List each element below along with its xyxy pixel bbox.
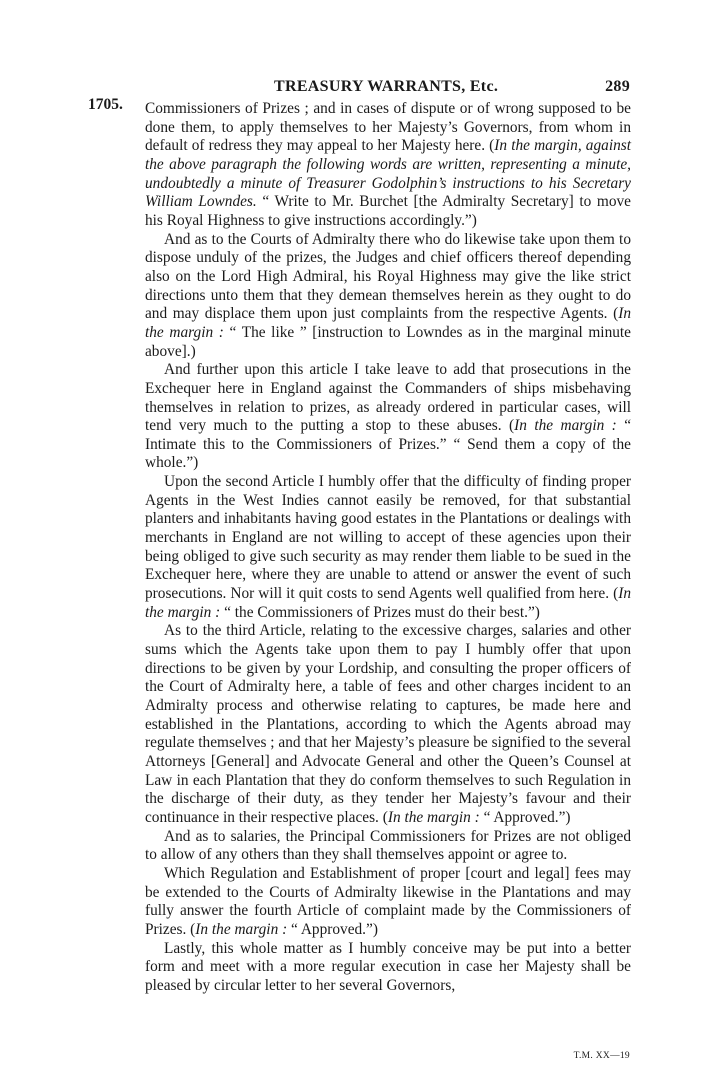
paragraph xyxy=(145,940,631,996)
paragraph xyxy=(145,100,631,231)
paragraph xyxy=(145,361,631,473)
italic-text: In the margin : xyxy=(514,417,617,435)
text-run: “ the Commissioners of Prizes must do their best.”) xyxy=(220,603,540,621)
paragraph xyxy=(145,473,631,622)
signature-mark: T.M. XX—19 xyxy=(573,1051,630,1061)
text-run: Upon the second Article I humbly offer that the difficulty of finding proper Agents in the West Indies cannot easily be removed, for that substantial planters and inhabitants having good estates in the Plantations or dealings with merchants in England are not willing to accept of these agencies upon their being obliged to give such security as may render them liable to be sued in the Exchequer here, where they are unable to attend or answer the event of such prosecutions. Nor will it quit costs to send Agents well qualified from here. ( xyxy=(145,473,631,603)
header-title: TREASURY WARRANTS, Etc. xyxy=(274,78,499,95)
document-body xyxy=(145,100,631,996)
text-run: “ Intimate this to the Commissioners of Prizes.” “ Send them a copy of the whole.”) xyxy=(145,417,632,472)
margin-year: 1705. xyxy=(88,96,123,113)
text-run: As to the third Article, relating to the excessive charges, salaries and other sums which the Agents take upon them to pay I humbly offer that upon directions to be given by your Lordship, and consulting the proper officers of the Court of Admiralty here, a table of fees and other charges incident to an Admiralty process and otherwise relating to captures, be made here and established in the Plantations, according to which the Agents abroad may regulate themselves ; and that her Majesty’s pleasure be signified to the several Attorneys [General] and Advocate General and other the Queen’s Counsel at Law in each Plantation that they do conform themselves to such Regulation in the discharge of their duty, as they tender her Majesty’s favour and their continuance in their respective places. ( xyxy=(145,622,631,826)
text-run: “ Approved.”) xyxy=(479,808,571,826)
italic-text: In the margin : xyxy=(145,585,631,621)
paragraph xyxy=(145,865,631,940)
text-run: And further upon this article I take leave to add that prosecutions in the Exchequer here in England against the Commanders of ships misbehaving themselves in relation to prizes, as already ordered in particular cases, will tend very much to the putting a stop to these abuses. ( xyxy=(145,361,631,435)
italic-text: In the margin : xyxy=(387,808,480,826)
text-run: Commissioners of Prizes ; and in cases of dispute or of wrong supposed to be done them, to apply themselves to her Majesty’s Governors, from whom in default of redress they may appeal to her Majesty here. ( xyxy=(145,100,631,155)
paragraph xyxy=(145,622,631,827)
text-run: And as to the Courts of Admiralty there who do likewise take upon them to dispose unduly of the prizes, the Judges and chief officers thereof depending also on the Lord High Admiral, his Royal Highness may give the like strict directions unto them that they demean themselves herein as they ought to do and may displace them upon just complaints from the respective Agents. ( xyxy=(145,230,631,323)
text-run: “ Write to Mr. Burchet [the Admiralty Secretary] to move his Royal Highness to give instructions accordingly.”) xyxy=(145,193,631,229)
italic-text: In the margin, against the above paragraph the following words are written, representing a minute, undoubtedly a minute of Treasurer Godolphin’s instructions to his Secretary William Lowndes. xyxy=(145,137,631,211)
italic-text: In the margin : xyxy=(145,305,631,341)
text-run: “ The like ” [instruction to Lowndes as in the marginal minute above].) xyxy=(145,323,631,360)
text-run: Which Regulation and Establishment of proper [court and legal] fees may be extended to the Courts of Admiralty likewise in the Plantations and may fully answer the fourth Article of complaint made by the Commissioners of Prizes. ( xyxy=(145,864,631,938)
text-run: And as to salaries, the Principal Commissioners for Prizes are not obliged to allow of any others than they shall themselves appoint or agree to. xyxy=(145,827,631,864)
paragraph xyxy=(145,231,631,362)
page-number: 289 xyxy=(605,78,630,95)
paragraph xyxy=(145,828,631,865)
text-run: Lastly, this whole matter as I humbly conceive may be put into a better form and meet with a more regular execution in case her Majesty shall be pleased by circular letter to her several Governors, xyxy=(145,939,631,994)
italic-text: In the margin : xyxy=(195,920,288,938)
text-run: “ Approved.”) xyxy=(287,920,378,938)
running-header xyxy=(274,78,630,96)
